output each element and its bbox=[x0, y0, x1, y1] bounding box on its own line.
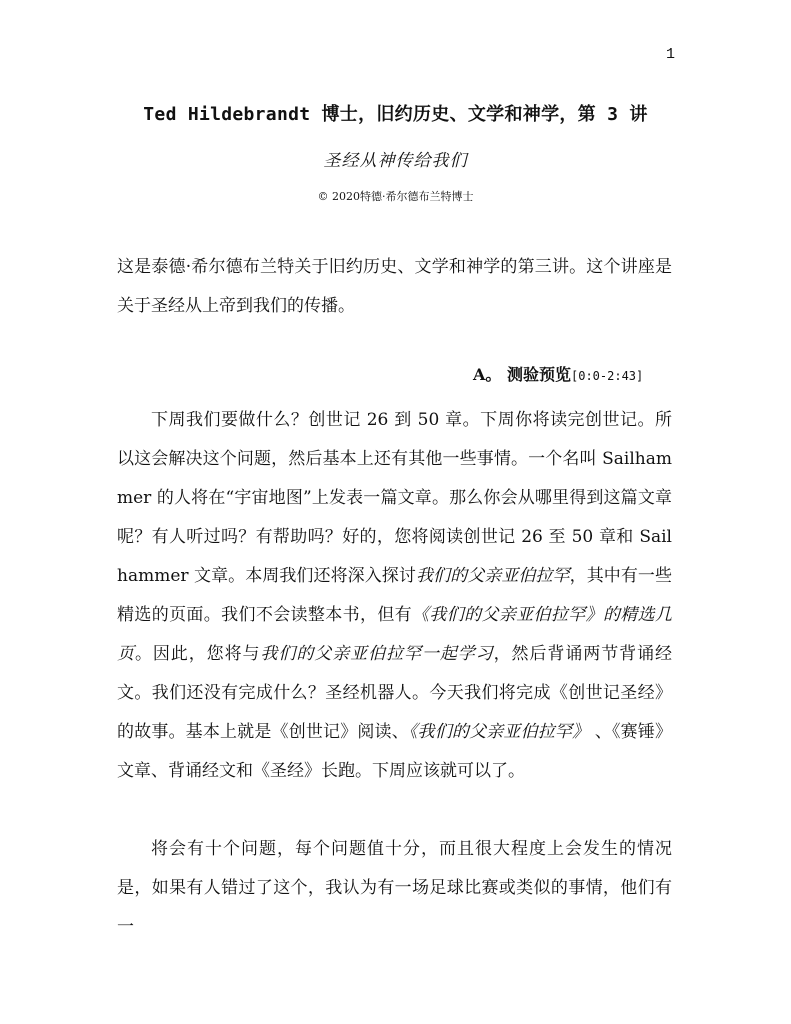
text-run: 、《赛锤》文章、背诵经文和《圣经》长跑。下周应该就可以了。 bbox=[117, 722, 673, 781]
book-title-emphasis: 我们的父亲亚伯拉罕一起学习 bbox=[260, 644, 494, 664]
section-heading bbox=[473, 362, 643, 385]
page-number: 1 bbox=[665, 46, 675, 63]
book-title-emphasis: 《我们的父亲亚伯拉罕》的精选几页 bbox=[117, 605, 673, 664]
document-subtitle: 圣经从神传给我们 bbox=[323, 151, 468, 171]
intro-paragraph: 这是泰德·希尔德布兰特关于旧约历史、文学和神学的第三讲。这个讲座是关于圣经从上帝到我们的传播。 bbox=[117, 257, 672, 316]
document-title: Ted Hildebrandt 博士，旧约历史、文学和神学，第 3 讲 bbox=[143, 104, 648, 125]
copyright-notice: © 2020特德·希尔德布兰特博士 bbox=[317, 190, 474, 203]
text-run: 。因此，您将与 bbox=[134, 644, 261, 664]
text-run: 下周我们要做什么？创世记 26 到 50 章。下周你将读完创世记。所以这会解决这个问题，然后基本上还有其他一些事情。一个名叫 Sailhammer 的人将在“宇宙地图”上发表一篇文章。那么你会从哪里得到这篇文章呢？有人听过吗？有帮助吗？好的，您将阅读创世记 26 至 50 章和 Sailhammer 文章。本周我们还将深入探讨 bbox=[117, 410, 672, 586]
section-label: A。 测验预览 bbox=[473, 365, 571, 384]
section-timestamp: [0:0-2:43] bbox=[571, 369, 644, 383]
body-paragraph-1 bbox=[117, 401, 672, 791]
body-paragraph-2: 将会有十个问题，每个问题值十分，而且很大程度上会发生的情况是，如果有人错过了这个，我认为有一场足球比赛或类似的事情，他们有一 bbox=[117, 839, 672, 937]
book-title-emphasis: 我们的父亲亚伯拉罕 bbox=[415, 566, 570, 586]
book-title-emphasis: 《我们的父亲亚伯拉罕》 bbox=[408, 722, 590, 742]
text-run: ，其中有一些精选的页面。我们不会读整本书，但有 bbox=[117, 566, 673, 625]
text-run: ，然后背诵两节背诵经文。我们还没有完成什么？圣经机器人。今天我们将完成《创世记圣经》的故事。基本上就是《创世记》阅读、 bbox=[117, 644, 673, 742]
